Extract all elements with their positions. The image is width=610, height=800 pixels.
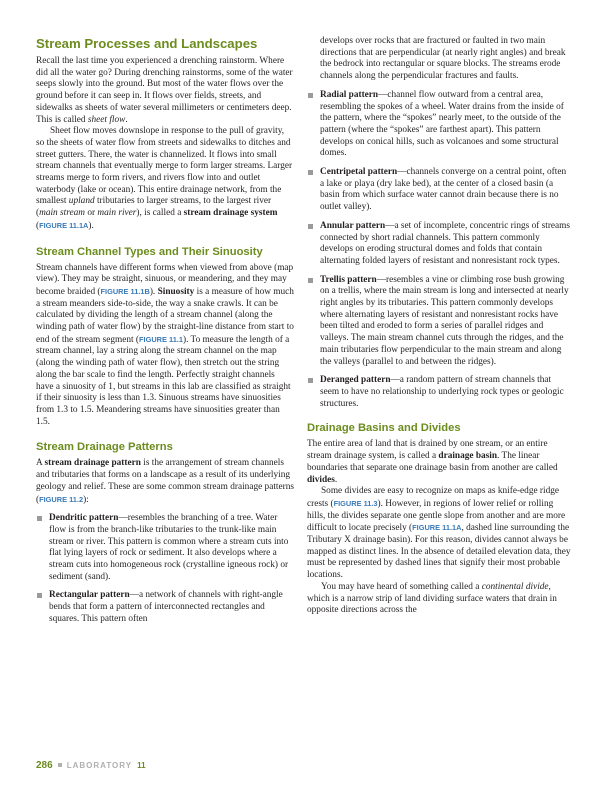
- list-item-trellis: [307, 275, 571, 369]
- text: You may have heard of something called a: [321, 581, 482, 592]
- term-main-stream: main stream: [39, 208, 85, 219]
- text: . The linear boundaries that separate one drainage basin from another are called: [307, 451, 558, 473]
- paragraph-drainage-pattern: [36, 458, 294, 506]
- term-trellis: Trellis pattern: [320, 274, 377, 285]
- text: .: [334, 474, 338, 485]
- right-column: [307, 36, 571, 617]
- text: tributaries to larger streams, to the largest river (: [36, 196, 272, 219]
- text: (: [36, 220, 40, 231]
- bullet-icon: [308, 93, 313, 98]
- bullet-icon: [308, 224, 313, 229]
- text: , dashed line surrounding the Tributary X drainage basin). For this reason, divides cannot always be mapped as distinct lines. In the absence of detailed elevation data, they must be represented by dashed lines that signify their most probable locations.: [307, 523, 571, 581]
- term-sheet-flow: sheet flow: [87, 114, 126, 125]
- text: —a set of incomplete, concentric rings of streams connected by short radial channels. This pattern commonly develops on eroding structural domes and folds that contain alternating folded layers of resistant and nonresistant rock types.: [320, 220, 571, 266]
- term-drainage-basin: drainage basin: [438, 451, 498, 462]
- lab-label: LABORATORY: [66, 761, 133, 770]
- lab-number: 11: [137, 761, 146, 770]
- heading-basins-divides: Drainage Basins and Divides: [307, 422, 461, 435]
- text: ), is called a: [136, 208, 184, 219]
- text: ):: [83, 494, 89, 505]
- term-deranged: Deranged pattern: [320, 375, 391, 386]
- paragraph-continental-divide: [307, 582, 571, 617]
- term-divides: divides: [307, 474, 335, 485]
- heading-channel-types: Stream Channel Types and Their Sinuosity: [36, 245, 263, 258]
- text: Sheet flow moves downslope in response to the pull of gravity, so the sheets of water flow from streets and sidewalks to ditches and street gutters. There, the water is channelized. It flows into small stream channels that eventually merge to form larger streams. Larger streams merge to form rivers, and rivers flow into and outlet waterbody (lake or ocean). This entire drainage network, from the smallest: [36, 126, 293, 207]
- list-item-deranged: [307, 375, 571, 410]
- term-stream-drainage-system: stream drainage system: [183, 208, 278, 219]
- text: A: [36, 458, 45, 469]
- heading-stream-processes: Stream Processes and Landscapes: [36, 36, 258, 51]
- pattern-list-continued: [307, 90, 571, 411]
- bullet-icon: [37, 593, 42, 598]
- bullet-icon: [37, 516, 42, 521]
- text: is a measure of how much a stream meanders side-to-side, the way a snake crawls. It can be calculated by dividing the length of a stream channel (along the winding path of water flow) by the straight-line distance from start to end of the stream segment (: [36, 286, 294, 345]
- text: —channels converge on a central point, often a lake or playa (dry lake bed), at the center of a closed basin (a basin from which surface water cannot drain because there is no outlet valley).: [320, 167, 567, 213]
- list-item-dendritic: [36, 513, 294, 583]
- term-annular: Annular pattern: [320, 220, 386, 231]
- text: —channel flow outward from a central area, resembling the spokes of a wheel. Water drains from the inside of the pattern, where the “spokes” nearly meet, to the outside of the pattern (where the “spokes” are farthest apart). This pattern develops on conical hills, such as volcanoes and some structural domes.: [320, 89, 564, 159]
- text: or: [85, 208, 98, 219]
- heading-drainage-patterns: Stream Drainage Patterns: [36, 441, 173, 454]
- figure-reference[interactable]: FIGURE 11.1A: [39, 220, 89, 230]
- text: Recall the last time you experienced a drenching rainstorm. Where did all the water go? During drenching rainstorms, some of the water seeps slowly into the ground. But most of the water flows over the ground before it can seep in. It flows over fields, streets, and sidewalks as sheets of water several millimeters or centimeters deep. This is called: [36, 56, 293, 125]
- text: —resembles a vine or climbing rose bush growing on a trellis, where the main stream is long and intersected at nearly right angles by its tributaries. This pattern commonly develops where alternating layers of resistant and nonresistant rocks have been tilted and eroded to form a series of parallel ridges and valleys. The main stream channel cuts through the ridges, and the main tributaries flow perpendicular to the main stream and along the valleys (parallel to and between the ridges).: [320, 274, 569, 367]
- list-item-rectangular: [36, 590, 294, 625]
- term-radial: Radial pattern: [320, 89, 379, 100]
- separator-square-icon: [58, 763, 62, 767]
- term-sinuosity: Sinuosity: [157, 286, 195, 297]
- bullet-icon: [308, 378, 313, 383]
- paragraph-rainstorm: [36, 56, 294, 126]
- pattern-list: [36, 513, 294, 625]
- paragraph-drainage-basin: [307, 439, 571, 486]
- text: ). However, in regions of lower relief or rolling hills, the divides separate one gentle slope from another and are more difficult to locate precisely (: [307, 498, 566, 534]
- figure-reference[interactable]: FIGURE 11.3: [333, 498, 378, 508]
- bullet-icon: [308, 170, 313, 175]
- left-column: [36, 36, 294, 626]
- figure-reference[interactable]: FIGURE 11.1A: [412, 523, 462, 533]
- paragraph-divides: [307, 486, 571, 582]
- text: which is a narrow strip of land dividing surface waters that drain in opposite directions across the: [307, 593, 557, 616]
- text: —resembles the branching of a tree. Water flow is from the branch-like tributaries to the trunk-like main stream or river. This pattern is common where a stream cuts into flat lying layers of rock or sediment. It also develops where a stream cuts into homogeneous rock (crystalline igneous rock) or sediment (sand).: [49, 513, 289, 582]
- paragraph-sheet-flow: [36, 126, 294, 232]
- figure-reference[interactable]: FIGURE 11.1: [139, 334, 183, 344]
- text: ).: [149, 286, 158, 297]
- term-main-river: main river: [97, 208, 137, 219]
- text: Some divides are easy to recognize on maps as knife-edge ridge crests (: [307, 486, 560, 509]
- figure-reference[interactable]: FIGURE 11.1B: [100, 286, 150, 296]
- text: .: [125, 114, 128, 125]
- paragraph-rectangular-continued: develops over rocks that are fractured or faulted in two main directions that are perpendicular (at nearly right angles) and break the bedrock into rectangular or square blocks. The streams erode channels along the perpendicular fractures and faults.: [320, 36, 566, 82]
- page-footer: [36, 760, 146, 771]
- page-number: 286: [36, 760, 53, 771]
- text: Stream channels have different forms when viewed from above (map view). They may be straight, sinuous, or meandering, and they may become braided (: [36, 262, 294, 297]
- figure-reference[interactable]: FIGURE 11.2: [39, 494, 84, 504]
- text: is the arrangement of stream channels and tributaries that forms on a landscape as a result of its underlying geology and relief. These are some common stream drainage patterns (: [36, 458, 294, 505]
- term-centripetal: Centripetal pattern: [320, 167, 398, 178]
- paragraph-sinuosity: [36, 263, 294, 429]
- bullet-icon: [308, 278, 313, 283]
- term-continental-divide: continental divide,: [481, 581, 551, 592]
- text: The entire area of land that is drained by one stream, or an entire stream drainage system, is called a: [307, 439, 548, 462]
- text: ).: [88, 220, 94, 231]
- term-stream-drainage-pattern: stream drainage pattern: [44, 458, 141, 469]
- term-dendritic: Dendritic pattern: [49, 513, 119, 524]
- text: ). To measure the length of a stream channel, lay a string along the stream channel on the map (along the winding path of water flow), then stretch out the string along the bar scale to find the length. Perfectly straight channels have a sinuosity of 1, but streams in this lab are classified as straight if their sinuosity is less than 1.3. Sinuous streams have sinuosities from 1.3 to 1.5. Meandering streams have sinuosities greater than 1.5.: [36, 334, 291, 427]
- term-rectangular: Rectangular pattern: [49, 590, 130, 601]
- text: —a random pattern of stream channels that seem to have no relationship to underlying rock types or geologic structures.: [320, 375, 564, 409]
- list-item-centripetal: [307, 167, 571, 214]
- list-item-radial: [307, 90, 571, 160]
- list-item-annular: [307, 221, 571, 268]
- term-upland: upland: [68, 196, 95, 207]
- text: —a network of channels with right-angle bends that form a pattern of interconnected rectangles and squares. This pattern often: [49, 590, 283, 624]
